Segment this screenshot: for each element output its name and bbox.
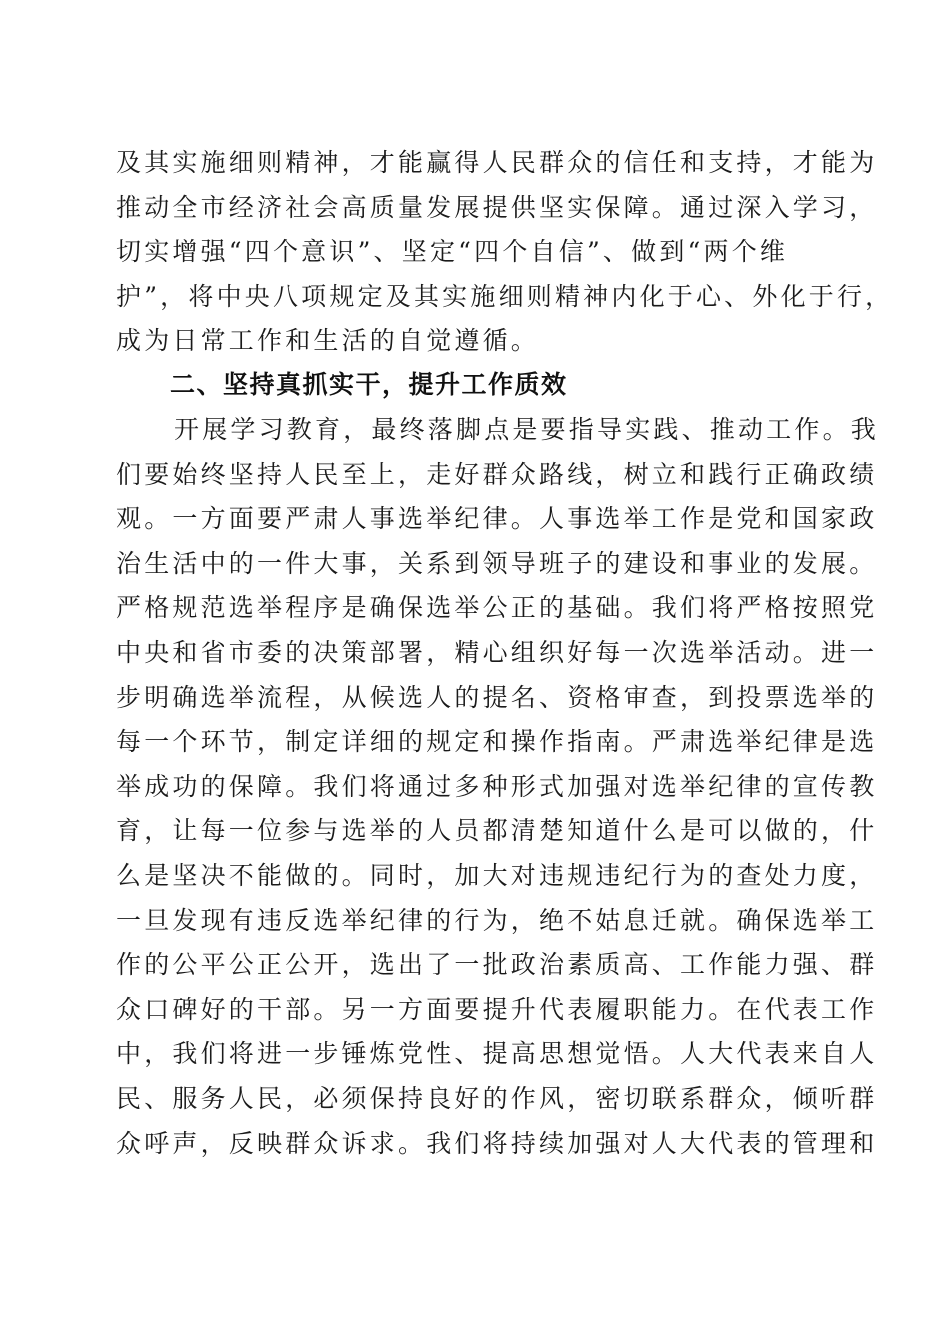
text-line: 民、服务人民，必须保持良好的作风，密切联系群众，倾听群 (116, 1083, 878, 1113)
text-line: 作的公平公正公开，选出了一批政治素质高、工作能力强、群 (116, 950, 878, 980)
text-line: 众呼声，反映群众诉求。我们将持续加强对人大代表的管理和 (116, 1128, 878, 1158)
text-line: 切实增强“四个意识”、坚定“四个自信”、做到“两个维 (116, 237, 789, 267)
text-line: 成为日常工作和生活的自觉遵循。 (116, 326, 540, 356)
text-line: 中央和省市委的决策部署，精心组织好每一次选举活动。进一 (116, 637, 878, 667)
text-line: 们要始终坚持人民至上，走好群众路线，树立和践行正确政绩 (116, 459, 878, 489)
text-line: 推动全市经济社会高质量发展提供坚实保障。通过深入学习， (116, 192, 878, 222)
text-line: 众口碑好的干部。另一方面要提升代表履职能力。在代表工作 (116, 994, 878, 1024)
text-line: 观。一方面要严肃人事选举纪律。人事选举工作是党和国家政 (116, 504, 878, 534)
text-line: 举成功的保障。我们将通过多种形式加强对选举纪律的宣传教 (116, 771, 878, 801)
text-line: 护”，将中央八项规定及其实施细则精神内化于心、外化于行， (116, 281, 894, 311)
section-heading: 二、坚持真抓实干，提升工作质效 (170, 370, 568, 399)
text-line: 严格规范选举程序是确保选举公正的基础。我们将严格按照党 (116, 593, 878, 623)
text-line: 中，我们将进一步锤炼党性、提高思想觉悟。人大代表来自人 (116, 1039, 878, 1069)
text-line: 么是坚决不能做的。同时，加大对违规违纪行为的查处力度， (116, 860, 878, 890)
text-line: 育，让每一位参与选举的人员都清楚知道什么是可以做的，什 (116, 816, 878, 846)
paragraph-main (116, 408, 880, 1166)
text-line: 开展学习教育，最终落脚点是要指导实践、推动工作。我 (174, 415, 880, 444)
text-line: 步明确选举流程，从候选人的提名、资格审查，到投票选举的 (116, 682, 878, 712)
text-line: 治生活中的一件大事，关系到领导班子的建设和事业的发展。 (116, 548, 878, 578)
paragraph-continued (116, 141, 894, 364)
text-line: 及其实施细则精神，才能赢得人民群众的信任和支持，才能为 (116, 148, 878, 177)
text-line: 每一个环节，制定详细的规定和操作指南。严肃选举纪律是选 (116, 727, 878, 757)
text-line: 一旦发现有违反选举纪律的行为，绝不姑息迁就。确保选举工 (116, 905, 878, 935)
